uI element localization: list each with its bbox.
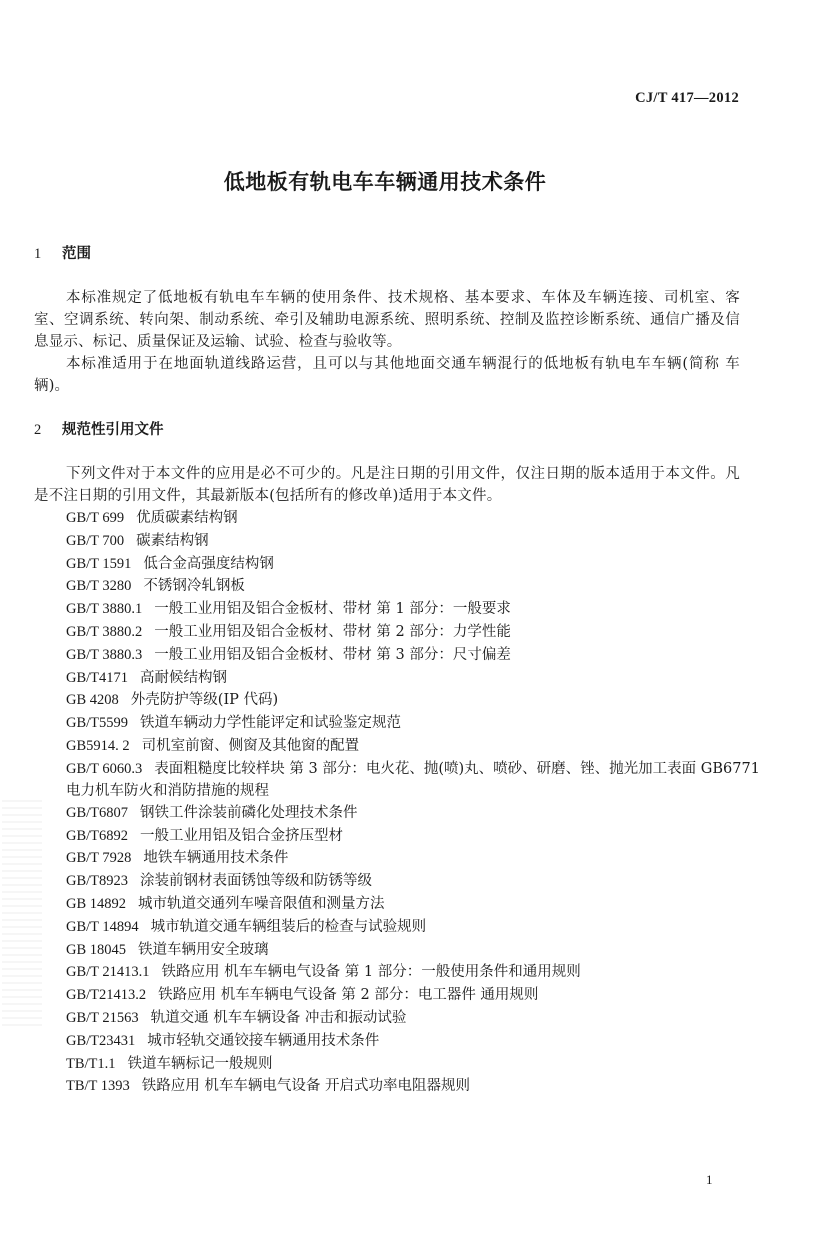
- reference-code: GB5914. 2: [66, 737, 130, 754]
- reference-item: [66, 961, 756, 984]
- reference-title: 一般工业用铝及铝合金板材、带材 第 2 部分：力学性能: [154, 623, 511, 640]
- reference-code: GB/T 3880.3: [66, 646, 143, 663]
- reference-title: 不锈钢冷轧钢板: [143, 578, 245, 595]
- reference-code: GB/T 7928: [66, 850, 132, 867]
- reference-title: 外壳防护等级(IP 代码): [130, 692, 279, 709]
- reference-item: [66, 621, 756, 644]
- reference-item: [66, 847, 756, 870]
- reference-code: GB/T 3880.2: [66, 623, 143, 640]
- reference-list: [66, 507, 760, 1098]
- reference-item: [66, 1053, 756, 1076]
- reference-title: 城市轨道交通车辆组装后的检查与试验规则: [150, 918, 427, 935]
- reference-code: GB 14892: [66, 895, 127, 912]
- reference-item: [66, 530, 756, 553]
- reference-code: TB/T 1393: [66, 1078, 130, 1095]
- reference-item: [66, 939, 756, 962]
- reference-title: 铁道车辆用安全玻璃: [138, 941, 269, 958]
- reference-title: 铁路应用 机车车辆电气设备 第 2 部分：电工器件 通用规则: [158, 987, 539, 1004]
- reference-item: [66, 1075, 756, 1098]
- section-title: 规范性引用文件: [62, 422, 164, 438]
- reference-title: 涂装前钢材表面锈蚀等级和防锈等级: [140, 873, 373, 890]
- section-1-paragraph: 本标准适用于在地面轨道线路运营，且可以与其他地面交通车辆混行的低地板有轨电车车辆(简称 车辆)。: [34, 356, 740, 394]
- section-2-intro: 下列文件对于本文件的应用是必不可少的。凡是注日期的引用文件，仅注日期的版本适用于本文件。凡是不注日期的引用文件，其最新版本(包括所有的修改单)适用于本文件。: [34, 466, 740, 504]
- reference-item: [66, 802, 756, 825]
- reference-title: 铁路应用 机车车辆电气设备 第 1 部分：一般使用条件和通用规则: [161, 964, 581, 981]
- reference-item: [66, 735, 756, 758]
- reference-title: 低合金高强度结构钢: [143, 555, 274, 572]
- reference-title: 钢铁工件涂装前磷化处理技术条件: [140, 804, 358, 821]
- reference-code: GB/T 21563: [66, 1009, 139, 1026]
- reference-code: TB/T1.1: [66, 1055, 116, 1072]
- section-title: 范围: [62, 246, 91, 262]
- reference-code: GB/T 700: [66, 532, 125, 549]
- reference-title: 地铁车辆通用技术条件: [143, 850, 289, 867]
- reference-title: 司机室前窗、侧窗及其他窗的配置: [141, 737, 360, 754]
- reference-code: GB/T 14894: [66, 918, 139, 935]
- reference-item: [66, 825, 756, 848]
- reference-title: 铁道车辆标记一般规则: [127, 1055, 273, 1072]
- reference-title: 城市轨道交通列车噪音限值和测量方法: [138, 895, 385, 912]
- reference-title: 一般工业用铝及铝合金挤压型材: [140, 827, 344, 844]
- section-number: 2: [34, 422, 42, 438]
- reference-title: 优质碳素结构钢: [136, 510, 238, 526]
- section-1-heading: [34, 242, 91, 263]
- reference-item: [66, 689, 756, 712]
- reference-item: [66, 644, 756, 667]
- section-1-paragraph: 本标准规定了低地板有轨电车车辆的使用条件、技术规格、基本要求、车体及车辆连接、司机室、客 室、空调系统、转向架、制动系统、牵引及辅助电源系统、照明系统、控制及监控诊断系统、通信广播及信 息显示、标记、质量保证及运输、试验、检查与验收等。: [34, 290, 740, 350]
- reference-code: GB 4208: [66, 692, 119, 709]
- reference-title: 一般工业用铝及铝合金板材、带材 第 1 部分：一般要求: [154, 601, 511, 618]
- reference-title: 城市轻轨交通铰接车辆通用技术条件: [147, 1032, 380, 1049]
- reference-item: [66, 1030, 756, 1053]
- reference-title: 高耐候结构钢: [140, 669, 228, 686]
- reference-code: GB/T4171: [66, 669, 129, 686]
- reference-code: GB/T6892: [66, 827, 129, 844]
- reference-code: GB/T 1591: [66, 555, 132, 572]
- reference-title: 表面粗糙度比较样块 第 3 部分：电火花、抛(喷)丸、喷砂、研磨、锉、抛光加工表面 GB6771 电力机车防火和消防措施的规程: [66, 760, 760, 799]
- reference-item: [66, 893, 756, 916]
- reference-title: 铁路应用 机车车辆电气设备 开启式功率电阻器规则: [141, 1078, 470, 1095]
- document-title: 低地板有轨电车车辆通用技术条件: [223, 170, 547, 194]
- standard-code: CJ/T 417—2012: [635, 90, 739, 106]
- reference-item: [66, 984, 756, 1007]
- reference-code: GB/T6807: [66, 804, 129, 821]
- reference-item: [66, 598, 756, 621]
- reference-item: [34, 758, 774, 802]
- reference-item: [66, 507, 756, 530]
- reference-title: 轨道交通 机车车辆设备 冲击和振动试验: [150, 1009, 407, 1026]
- reference-item: [66, 712, 756, 735]
- reference-item: [66, 667, 756, 690]
- reference-item: [66, 916, 756, 939]
- reference-title: 一般工业用铝及铝合金板材、带材 第 3 部分：尺寸偏差: [154, 646, 511, 663]
- reference-item: [66, 870, 756, 893]
- reference-title: 碳素结构钢: [136, 532, 209, 549]
- reference-code: GB 18045: [66, 941, 127, 958]
- reference-item: [66, 553, 756, 576]
- reference-code: GB/T 3280: [66, 578, 132, 595]
- reference-code: GB/T 699: [66, 510, 125, 526]
- reference-code: GB/T8923: [66, 873, 129, 890]
- reference-code: GB/T21413.2: [66, 987, 147, 1004]
- reference-item: [66, 1007, 756, 1030]
- reference-code: GB/T 3880.1: [66, 601, 143, 618]
- reference-code: GB/T23431: [66, 1032, 136, 1049]
- section-2-heading: [34, 418, 164, 439]
- page-number: 1: [706, 1172, 713, 1187]
- reference-code: GB/T5599: [66, 715, 129, 732]
- scan-artifact: [2, 800, 42, 1030]
- reference-code: GB/T 6060.3: [66, 760, 143, 777]
- reference-item: [66, 575, 756, 598]
- section-number: 1: [34, 246, 42, 262]
- reference-title: 铁道车辆动力学性能评定和试验鉴定规范: [140, 715, 402, 732]
- reference-code: GB/T 21413.1: [66, 964, 150, 981]
